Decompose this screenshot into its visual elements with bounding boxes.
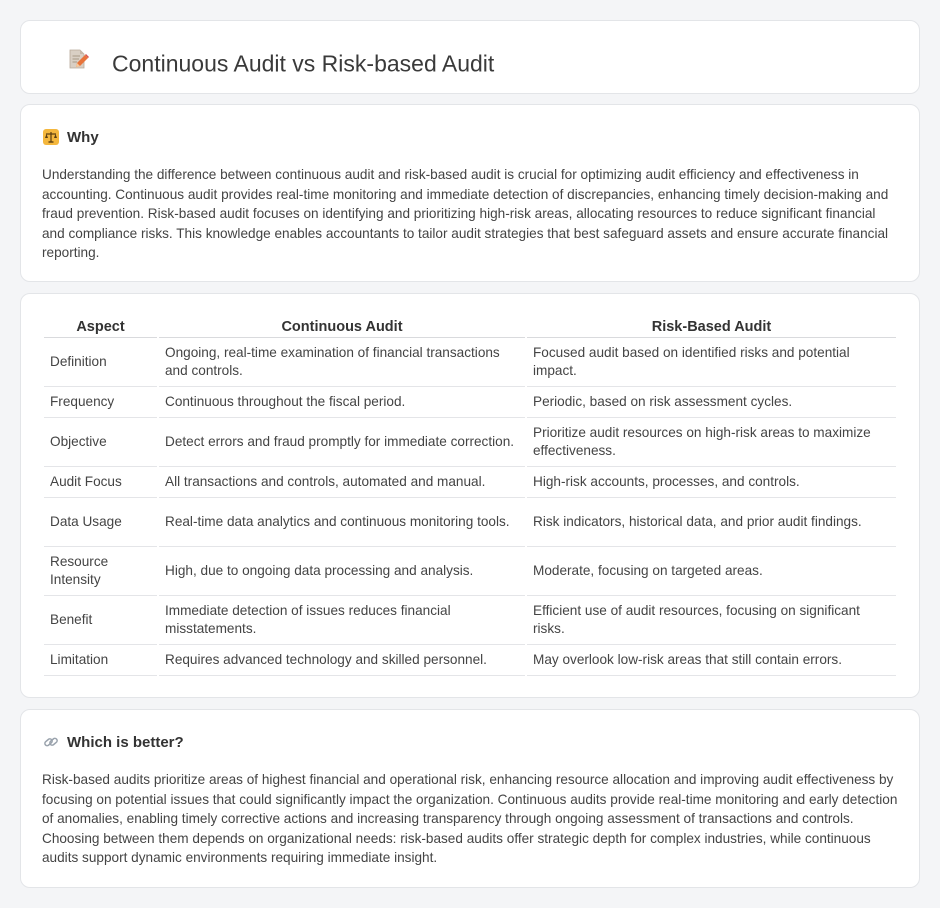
aspect-cell: Definition [44,338,157,387]
risk-cell: Prioritize audit resources on high-risk areas to maximize effectiveness. [527,418,896,467]
comparison-table [42,316,898,676]
page-title: Continuous Audit vs Risk-based Audit [112,50,495,77]
why-heading: Why [67,128,99,146]
table-row [44,338,896,387]
continuous-cell: Immediate detection of issues reduces financial misstatements. [159,596,525,645]
why-section [20,104,920,282]
header-risk-based-audit: Risk-Based Audit [527,316,896,338]
continuous-cell: Ongoing, real-time examination of financial transactions and controls. [159,338,525,387]
why-heading-row [43,128,99,146]
aspect-cell: Frequency [44,387,157,418]
continuous-cell: High, due to ongoing data processing and analysis. [159,547,525,596]
header-continuous-audit: Continuous Audit [159,316,525,338]
aspect-cell: Benefit [44,596,157,645]
table-header-row [44,316,896,338]
scales-icon [43,129,59,145]
risk-cell: Risk indicators, historical data, and prior audit findings. [527,498,896,547]
title-card [20,20,920,94]
comparison-card [20,293,920,698]
risk-cell: Focused audit based on identified risks and potential impact. [527,338,896,387]
risk-cell: May overlook low-risk areas that still contain errors. [527,645,896,676]
better-heading-row [43,733,184,751]
continuous-cell: Detect errors and fraud promptly for immediate correction. [159,418,525,467]
table-row [44,418,896,467]
table-row [44,645,896,676]
table-row [44,387,896,418]
aspect-cell: Objective [44,418,157,467]
which-is-better-section [20,709,920,888]
table-row [44,498,896,547]
aspect-cell: Resource Intensity [44,547,157,596]
header-aspect: Aspect [44,316,157,338]
risk-cell: Moderate, focusing on targeted areas. [527,547,896,596]
risk-cell: High-risk accounts, processes, and controls. [527,467,896,498]
continuous-cell: Continuous throughout the fiscal period. [159,387,525,418]
continuous-cell: Requires advanced technology and skilled personnel. [159,645,525,676]
table-row [44,547,896,596]
risk-cell: Efficient use of audit resources, focusing on significant risks. [527,596,896,645]
risk-cell: Periodic, based on risk assessment cycles. [527,387,896,418]
better-heading: Which is better? [67,733,184,751]
aspect-cell: Limitation [44,645,157,676]
why-text: Understanding the difference between continuous audit and risk-based audit is crucial for optimizing audit efficiency and effectiveness in accounting. Continuous audit provides real-time monitoring and immediate detection of discrepancies, enhancing timely decision-making and fraud prevention. Risk-based audit focuses on identifying and prioritizing high-risk areas, allocating resources to reduce significant financial and compliance risks. This knowledge enables accountants to tailor audit strategies that best safeguard assets and ensure accurate financial reporting. [42,167,889,261]
continuous-cell: Real-time data analytics and continuous monitoring tools. [159,498,525,547]
table-row [44,467,896,498]
aspect-cell: Audit Focus [44,467,157,498]
continuous-cell: All transactions and controls, automated and manual. [159,467,525,498]
table-row [44,596,896,645]
link-icon [43,734,59,750]
better-text: Risk-based audits prioritize areas of highest financial and operational risk, enhancing resource allocation and improving audit effectiveness by focusing on potential issues that could significantly impact the organization. Continuous audits provide real-time monitoring and early detection of anomalies, enabling timely corrective actions and increasing transparency through ongoing assessment of transactions and controls. Choosing between them depends on organizational needs: risk-based audits offer strategic depth for complex industries, while continuous audits support dynamic environments requiring immediate insight. [42,772,898,866]
document-pencil-icon [67,48,89,70]
aspect-cell: Data Usage [44,498,157,547]
